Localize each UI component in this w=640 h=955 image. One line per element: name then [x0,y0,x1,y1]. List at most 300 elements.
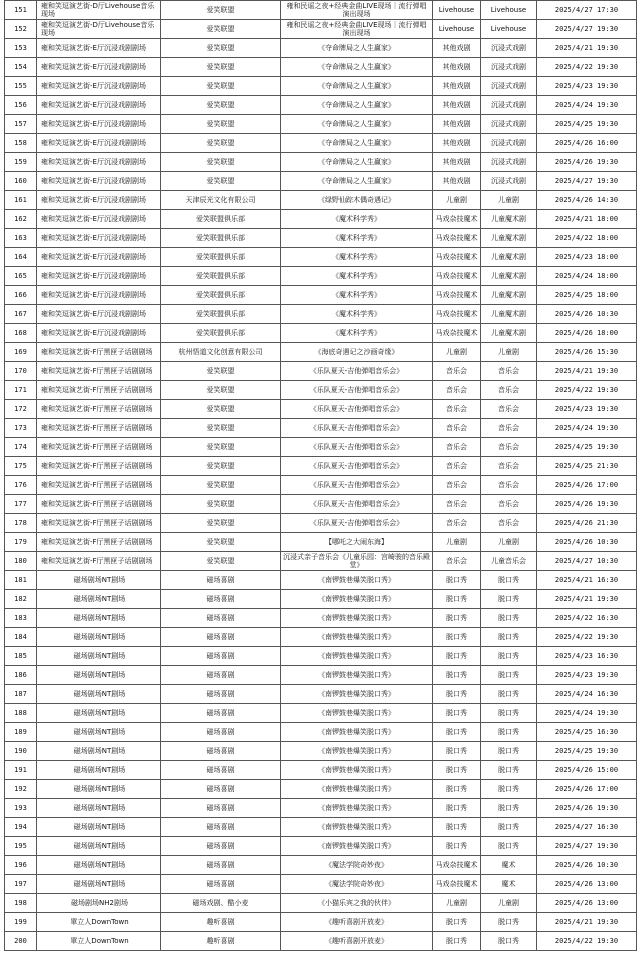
cell-organizer: 磁场喜剧 [161,609,281,628]
cell-venue: 磁场剧场NH2剧场 [37,894,161,913]
cell-organizer: 爱笑联盟 [161,77,281,96]
cell-category: 马戏杂技魔术 [433,305,481,324]
table-row [5,894,637,913]
cell-organizer: 爱笑联盟俱乐部 [161,305,281,324]
cell-datetime: 2025/4/26 10:30 [537,305,637,324]
cell-organizer: 磁场喜剧 [161,647,281,666]
cell-organizer: 爱笑联盟 [161,533,281,552]
cell-organizer: 爱笑联盟 [161,381,281,400]
cell-title: 《乐队夏天-吉他弹唱音乐会》 [281,362,433,381]
cell-organizer: 爱笑联盟 [161,96,281,115]
cell-number: 176 [5,476,37,495]
cell-datetime: 2025/4/26 14:30 [537,191,637,210]
cell-title: 《海底奇遇记之沙画奇缘》 [281,343,433,362]
cell-type: 沉浸式戏剧 [481,77,537,96]
cell-number: 195 [5,837,37,856]
cell-venue: 雍和笑逗演艺街-E厅沉浸戏剧剧场 [37,267,161,286]
cell-datetime: 2025/4/25 18:00 [537,286,637,305]
cell-organizer: 爱笑联盟 [161,1,281,20]
cell-title: 《南锣鼓巷爆笑脱口秀》 [281,647,433,666]
cell-datetime: 2025/4/22 16:30 [537,609,637,628]
cell-type: 儿童剧 [481,343,537,362]
cell-type: 儿童剧 [481,191,537,210]
cell-title: 雍和民谣之夜+经典金曲LIVE现场｜流行弹唱演出现场 [281,20,433,39]
cell-title: 《南锣鼓巷爆笑脱口秀》 [281,818,433,837]
cell-title: 《魔术科学秀》 [281,305,433,324]
cell-venue: 磁场剧场NT剧场 [37,609,161,628]
cell-organizer: 磁场戏剧、酷小麦 [161,894,281,913]
table-row [5,609,637,628]
cell-venue: 雍和笑逗演艺街-E厅沉浸戏剧剧场 [37,286,161,305]
cell-number: 193 [5,799,37,818]
cell-number: 194 [5,818,37,837]
schedule-sheet [4,0,636,951]
cell-category: 音乐会 [433,419,481,438]
cell-type: 沉浸式戏剧 [481,115,537,134]
cell-organizer: 天津辰光文化有限公司 [161,191,281,210]
table-row [5,875,637,894]
cell-category: Livehouse [433,20,481,39]
cell-datetime: 2025/4/21 18:00 [537,210,637,229]
cell-organizer: 磁场喜剧 [161,742,281,761]
cell-type: 儿童魔术剧 [481,210,537,229]
cell-category: 音乐会 [433,438,481,457]
cell-organizer: 爱笑联盟俱乐部 [161,324,281,343]
cell-category: Livehouse [433,1,481,20]
cell-number: 179 [5,533,37,552]
cell-organizer: 磁场喜剧 [161,856,281,875]
cell-venue: 雍和笑逗演艺街-E厅沉浸戏剧剧场 [37,58,161,77]
table-row [5,324,637,343]
cell-organizer: 爱笑联盟 [161,419,281,438]
table-row [5,267,637,286]
cell-venue: 雍和笑逗演艺街-E厅沉浸戏剧剧场 [37,77,161,96]
cell-category: 其他戏剧 [433,134,481,153]
cell-number: 158 [5,134,37,153]
cell-venue: 雍和笑逗演艺街-E厅沉浸戏剧剧场 [37,324,161,343]
cell-type: 沉浸式戏剧 [481,58,537,77]
table-row [5,685,637,704]
cell-organizer: 杭州悟道文化创意有限公司 [161,343,281,362]
table-row [5,799,637,818]
cell-venue: 雍和笑逗演艺街-F厅黑匣子话剧剧场 [37,457,161,476]
cell-category: 其他戏剧 [433,172,481,191]
table-row [5,286,637,305]
cell-category: 儿童剧 [433,191,481,210]
cell-number: 192 [5,780,37,799]
cell-category: 马戏杂技魔术 [433,856,481,875]
cell-type: 脱口秀 [481,799,537,818]
cell-venue: 磁场剧场NT剧场 [37,685,161,704]
table-row [5,837,637,856]
table-row [5,552,637,571]
cell-venue: 磁场剧场NT剧场 [37,875,161,894]
cell-type: 脱口秀 [481,571,537,590]
cell-organizer: 爱笑联盟 [161,20,281,39]
table-row [5,932,637,951]
cell-title: 《魔术科学秀》 [281,210,433,229]
table-row [5,419,637,438]
cell-venue: 磁场剧场NT剧场 [37,742,161,761]
cell-organizer: 磁场喜剧 [161,723,281,742]
cell-title: 【哪吒之大闹东海】 [281,533,433,552]
table-row [5,723,637,742]
cell-venue: 雍和笑逗演艺街-F厅黑匣子话剧剧场 [37,343,161,362]
cell-datetime: 2025/4/23 16:30 [537,647,637,666]
cell-venue: 磁场剧场NT剧场 [37,723,161,742]
cell-number: 182 [5,590,37,609]
cell-datetime: 2025/4/26 15:30 [537,343,637,362]
cell-category: 马戏杂技魔术 [433,248,481,267]
cell-datetime: 2025/4/27 17:30 [537,1,637,20]
cell-category: 脱口秀 [433,704,481,723]
cell-category: 脱口秀 [433,628,481,647]
cell-type: 脱口秀 [481,818,537,837]
cell-number: 173 [5,419,37,438]
cell-type: 脱口秀 [481,837,537,856]
cell-venue: 雍和笑逗演艺街-F厅黑匣子话剧剧场 [37,419,161,438]
table-row [5,457,637,476]
cell-number: 184 [5,628,37,647]
cell-number: 196 [5,856,37,875]
cell-category: 马戏杂技魔术 [433,229,481,248]
cell-title: 《魔术科学秀》 [281,248,433,267]
cell-datetime: 2025/4/24 19:30 [537,96,637,115]
cell-organizer: 磁场喜剧 [161,799,281,818]
cell-title: 《乐队夏天-吉他弹唱音乐会》 [281,400,433,419]
cell-venue: 單立人DownTown [37,932,161,951]
cell-title: 《夺命牌局之人生赢家》 [281,115,433,134]
cell-number: 187 [5,685,37,704]
cell-number: 181 [5,571,37,590]
cell-number: 186 [5,666,37,685]
table-row [5,20,637,39]
table-row [5,438,637,457]
cell-datetime: 2025/4/27 10:30 [537,552,637,571]
cell-type: 儿童魔术剧 [481,248,537,267]
cell-venue: 雍和笑逗演艺街-D厅Livehouse音乐现场 [37,20,161,39]
table-row [5,818,637,837]
cell-number: 163 [5,229,37,248]
table-row [5,590,637,609]
cell-venue: 磁场剧场NT剧场 [37,780,161,799]
cell-datetime: 2025/4/23 19:30 [537,666,637,685]
cell-datetime: 2025/4/27 16:30 [537,818,637,837]
cell-number: 165 [5,267,37,286]
cell-title: 《魔法学院奇妙夜》 [281,875,433,894]
cell-type: 音乐会 [481,381,537,400]
cell-title: 《南锣鼓巷爆笑脱口秀》 [281,704,433,723]
cell-type: 魔术 [481,856,537,875]
cell-organizer: 磁场喜剧 [161,780,281,799]
cell-type: 儿童魔术剧 [481,305,537,324]
cell-organizer: 爱笑联盟 [161,552,281,571]
cell-number: 185 [5,647,37,666]
cell-organizer: 磁场喜剧 [161,571,281,590]
cell-title: 《南锣鼓巷爆笑脱口秀》 [281,723,433,742]
cell-venue: 磁场剧场NT剧场 [37,799,161,818]
cell-organizer: 磁场喜剧 [161,761,281,780]
cell-category: 脱口秀 [433,799,481,818]
cell-type: 儿童魔术剧 [481,229,537,248]
cell-datetime: 2025/4/21 19:30 [537,913,637,932]
cell-number: 155 [5,77,37,96]
cell-title: 《南锣鼓巷爆笑脱口秀》 [281,742,433,761]
cell-type: 脱口秀 [481,723,537,742]
cell-title: 《绿野仙踪木偶奇遇记》 [281,191,433,210]
cell-title: 《乐队夏天-吉他弹唱音乐会》 [281,457,433,476]
cell-type: 脱口秀 [481,590,537,609]
cell-number: 190 [5,742,37,761]
cell-venue: 磁场剧场NT剧场 [37,818,161,837]
cell-organizer: 趣听喜剧 [161,913,281,932]
cell-venue: 雍和笑逗演艺街-E厅沉浸戏剧剧场 [37,248,161,267]
cell-organizer: 爱笑联盟 [161,495,281,514]
cell-type: 脱口秀 [481,761,537,780]
cell-type: 儿童魔术剧 [481,267,537,286]
cell-title: 《夺命牌局之人生赢家》 [281,153,433,172]
cell-organizer: 磁场喜剧 [161,666,281,685]
cell-category: 其他戏剧 [433,77,481,96]
cell-datetime: 2025/4/23 19:30 [537,77,637,96]
cell-venue: 雍和笑逗演艺街-D厅Livehouse音乐现场 [37,1,161,20]
cell-category: 脱口秀 [433,761,481,780]
performance-schedule-table [4,0,637,951]
cell-title: 沉浸式亲子音乐会《儿童乐园：宫崎骏的音乐殿堂》 [281,552,433,571]
cell-type: 儿童剧 [481,533,537,552]
cell-organizer: 爱笑联盟俱乐部 [161,286,281,305]
cell-organizer: 爱笑联盟 [161,134,281,153]
cell-category: 马戏杂技魔术 [433,324,481,343]
cell-datetime: 2025/4/27 19:30 [537,172,637,191]
cell-venue: 雍和笑逗演艺街-E厅沉浸戏剧剧场 [37,172,161,191]
table-row [5,780,637,799]
cell-type: 沉浸式戏剧 [481,134,537,153]
cell-venue: 磁场剧场NT剧场 [37,590,161,609]
cell-datetime: 2025/4/26 17:00 [537,476,637,495]
cell-type: 音乐会 [481,400,537,419]
cell-number: 153 [5,39,37,58]
cell-datetime: 2025/4/24 19:30 [537,704,637,723]
table-row [5,134,637,153]
cell-datetime: 2025/4/23 18:00 [537,248,637,267]
cell-type: 脱口秀 [481,609,537,628]
cell-venue: 雍和笑逗演艺街-E厅沉浸戏剧剧场 [37,96,161,115]
cell-category: 脱口秀 [433,837,481,856]
cell-type: 儿童魔术剧 [481,286,537,305]
cell-type: 沉浸式戏剧 [481,39,537,58]
cell-datetime: 2025/4/24 18:00 [537,267,637,286]
cell-venue: 磁场剧场NT剧场 [37,704,161,723]
cell-type: 脱口秀 [481,742,537,761]
cell-title: 《乐队夏天-吉他弹唱音乐会》 [281,438,433,457]
cell-category: 音乐会 [433,476,481,495]
cell-organizer: 爱笑联盟俱乐部 [161,210,281,229]
cell-category: 马戏杂技魔术 [433,875,481,894]
cell-organizer: 趣听喜剧 [161,932,281,951]
cell-datetime: 2025/4/26 21:30 [537,514,637,533]
cell-organizer: 爱笑联盟 [161,39,281,58]
cell-category: 音乐会 [433,457,481,476]
cell-venue: 雍和笑逗演艺街-F厅黑匣子话剧剧场 [37,438,161,457]
cell-number: 200 [5,932,37,951]
cell-type: 儿童音乐会 [481,552,537,571]
table-row [5,229,637,248]
cell-title: 《乐队夏天-吉他弹唱音乐会》 [281,495,433,514]
cell-datetime: 2025/4/26 10:30 [537,533,637,552]
cell-venue: 雍和笑逗演艺街-E厅沉浸戏剧剧场 [37,191,161,210]
cell-title: 《乐队夏天-吉他弹唱音乐会》 [281,381,433,400]
cell-venue: 雍和笑逗演艺街-F厅黑匣子话剧剧场 [37,514,161,533]
cell-title: 《南锣鼓巷爆笑脱口秀》 [281,609,433,628]
cell-number: 168 [5,324,37,343]
cell-venue: 雍和笑逗演艺街-F厅黑匣子话剧剧场 [37,495,161,514]
cell-number: 175 [5,457,37,476]
cell-venue: 雍和笑逗演艺街-E厅沉浸戏剧剧场 [37,153,161,172]
cell-datetime: 2025/4/26 17:00 [537,780,637,799]
cell-category: 脱口秀 [433,685,481,704]
cell-number: 170 [5,362,37,381]
cell-title: 《南锣鼓巷爆笑脱口秀》 [281,761,433,780]
cell-organizer: 磁场喜剧 [161,685,281,704]
cell-category: 脱口秀 [433,666,481,685]
cell-type: 音乐会 [481,476,537,495]
cell-number: 167 [5,305,37,324]
cell-datetime: 2025/4/24 19:30 [537,419,637,438]
cell-category: 音乐会 [433,552,481,571]
cell-title: 《魔术科学秀》 [281,324,433,343]
cell-category: 马戏杂技魔术 [433,286,481,305]
cell-type: 脱口秀 [481,647,537,666]
cell-number: 160 [5,172,37,191]
cell-type: 儿童剧 [481,894,537,913]
cell-datetime: 2025/4/26 16:00 [537,134,637,153]
cell-title: 《夺命牌局之人生赢家》 [281,77,433,96]
cell-category: 脱口秀 [433,932,481,951]
cell-number: 178 [5,514,37,533]
cell-title: 《小猫乐宾之我的伙伴》 [281,894,433,913]
cell-number: 161 [5,191,37,210]
cell-datetime: 2025/4/24 16:30 [537,685,637,704]
cell-type: Livehouse [481,20,537,39]
cell-organizer: 爱笑联盟俱乐部 [161,248,281,267]
cell-datetime: 2025/4/26 19:30 [537,153,637,172]
cell-organizer: 磁场喜剧 [161,818,281,837]
cell-title: 《南锣鼓巷爆笑脱口秀》 [281,628,433,647]
cell-number: 169 [5,343,37,362]
table-row [5,647,637,666]
cell-datetime: 2025/4/21 16:30 [537,571,637,590]
cell-category: 脱口秀 [433,571,481,590]
cell-number: 164 [5,248,37,267]
cell-type: 脱口秀 [481,666,537,685]
cell-number: 191 [5,761,37,780]
cell-title: 《魔术科学秀》 [281,267,433,286]
cell-datetime: 2025/4/27 19:30 [537,837,637,856]
cell-type: 沉浸式戏剧 [481,96,537,115]
table-row [5,1,637,20]
cell-datetime: 2025/4/26 10:30 [537,856,637,875]
cell-number: 174 [5,438,37,457]
cell-title: 《南锣鼓巷爆笑脱口秀》 [281,571,433,590]
table-row [5,666,637,685]
cell-organizer: 爱笑联盟 [161,514,281,533]
table-row [5,761,637,780]
cell-title: 《夺命牌局之人生赢家》 [281,96,433,115]
cell-venue: 雍和笑逗演艺街-E厅沉浸戏剧剧场 [37,134,161,153]
cell-type: 脱口秀 [481,628,537,647]
table-row [5,362,637,381]
table-row [5,628,637,647]
cell-number: 156 [5,96,37,115]
cell-venue: 雍和笑逗演艺街-F厅黑匣子话剧剧场 [37,476,161,495]
cell-title: 《南锣鼓巷爆笑脱口秀》 [281,666,433,685]
cell-category: 儿童剧 [433,533,481,552]
table-row [5,77,637,96]
table-row [5,191,637,210]
cell-datetime: 2025/4/26 18:00 [537,324,637,343]
cell-type: 音乐会 [481,495,537,514]
cell-venue: 磁场剧场NT剧场 [37,666,161,685]
cell-title: 雍和民谣之夜+经典金曲LIVE现场｜流行弹唱演出现场 [281,1,433,20]
cell-venue: 雍和笑逗演艺街-F厅黑匣子话剧剧场 [37,552,161,571]
cell-datetime: 2025/4/25 19:30 [537,438,637,457]
table-row [5,533,637,552]
cell-category: 脱口秀 [433,818,481,837]
cell-venue: 磁场剧场NT剧场 [37,761,161,780]
cell-category: 脱口秀 [433,742,481,761]
cell-category: 脱口秀 [433,723,481,742]
cell-venue: 單立人DownTown [37,913,161,932]
cell-organizer: 爱笑联盟 [161,362,281,381]
cell-title: 《夺命牌局之人生赢家》 [281,39,433,58]
cell-category: 儿童剧 [433,343,481,362]
cell-venue: 雍和笑逗演艺街-F厅黑匣子话剧剧场 [37,362,161,381]
cell-type: 音乐会 [481,514,537,533]
table-row [5,248,637,267]
cell-category: 脱口秀 [433,780,481,799]
cell-venue: 雍和笑逗演艺街-E厅沉浸戏剧剧场 [37,115,161,134]
cell-category: 其他戏剧 [433,39,481,58]
cell-venue: 磁场剧场NT剧场 [37,647,161,666]
cell-category: 其他戏剧 [433,58,481,77]
cell-category: 其他戏剧 [433,96,481,115]
cell-title: 《魔术科学秀》 [281,286,433,305]
table-row [5,96,637,115]
table-row [5,913,637,932]
cell-title: 《趣听喜剧开放麦》 [281,913,433,932]
cell-type: 脱口秀 [481,685,537,704]
cell-organizer: 爱笑联盟 [161,457,281,476]
cell-category: 其他戏剧 [433,153,481,172]
cell-title: 《南锣鼓巷爆笑脱口秀》 [281,780,433,799]
cell-title: 《南锣鼓巷爆笑脱口秀》 [281,799,433,818]
cell-number: 171 [5,381,37,400]
cell-organizer: 磁场喜剧 [161,628,281,647]
cell-category: 脱口秀 [433,590,481,609]
cell-category: 马戏杂技魔术 [433,267,481,286]
cell-type: 脱口秀 [481,913,537,932]
table-row [5,495,637,514]
cell-venue: 磁场剧场NT剧场 [37,571,161,590]
cell-type: 脱口秀 [481,932,537,951]
cell-organizer: 爱笑联盟 [161,115,281,134]
table-row [5,514,637,533]
cell-datetime: 2025/4/25 19:30 [537,742,637,761]
table-row [5,153,637,172]
cell-type: 脱口秀 [481,704,537,723]
cell-type: 儿童魔术剧 [481,324,537,343]
